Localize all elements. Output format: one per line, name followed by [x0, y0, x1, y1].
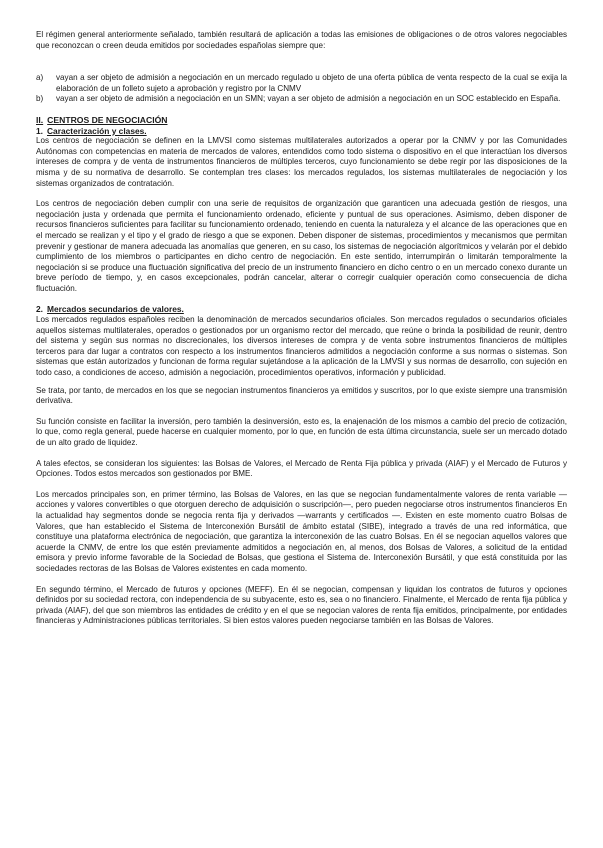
- list-marker: a): [36, 73, 44, 83]
- paragraph: Los mercados regulados españoles reciben la denominación de mercados secundarios oficiales. Son mercados regulados o secundarios oficiales aquellos sistemas multilaterales, operados o gestionados por un organismo rector del mercado, que reúne o brinda la posibilidad de reunir, dentro del sistema y según sus normas no discrecionales, los diversos intereses de compra y de venta sobre instrumentos financieros de múltiples terceros para dar lugar a contratos con respecto a los instrumentos financieros admitidos a negociación conforme a sus normas o sistemas. Son sistemas que están autorizados y funcionan de forma regular sujetándose a la aplicación de la LMVSI y sus normas de desarrollo, con sujeción en todo caso, a condiciones de acceso, admisión a negociación, procedimientos operativos, información y publicidad.: [36, 315, 567, 378]
- subsection-heading-2: [36, 304, 567, 315]
- paragraph: Se trata, por tanto, de mercados en los que se negocian instrumentos financieros ya emitidos y suscritos, por lo que existe siempre una transmisión derivativa.: [36, 385, 567, 406]
- subsection-number: 2.: [36, 304, 43, 315]
- paragraph: A tales efectos, se consideran los siguientes: las Bolsas de Valores, el Mercado de Renta Fija pública y privada (AIAF) y el Mercado de Futuros y Opciones. Todos estos mercados son gestionados por BME.: [36, 458, 567, 479]
- subsection-title: Caracterización y clases.: [47, 125, 147, 136]
- list-item-text: vayan a ser objeto de admisión a negociación en un mercado regulado u objeto de una oferta pública de venta respecto de la cual se exija la elaboración de un folleto sujeto a aprobación y registro por la CNMV: [56, 73, 567, 93]
- section-number: II.: [36, 114, 44, 125]
- paragraph: Los centros de negociación se definen en la LMVSI como sistemas multilaterales autorizados a operar por la CNMV y por las Comunidades Autónomas con competencias en materia de mercados de valores, entendidos como todo sistema o dispositivo en el que interactúan los diversos intereses de compra y de venta de instrumentos financieros de múltiples terceros, cuyo funcionamiento se debe regir por las disposiciones de la misma y de su normativa de desarrollo. Se contemplan tres clases: los mercados regulados, los sistemas multilaterales de negociación y los sistemas organizados de contratación.: [36, 136, 567, 188]
- paragraph: En segundo término, el Mercado de futuros y opciones (MEFF). En él se negocian, compensan y liquidan los contratos de futuros y opciones definidos por su sociedad rectora, con independencia de su subyacente, esto es, sea o no financiero. Finalmente, el Mercado de renta fija pública y privada (AIAF), del que son miembros las entidades de crédito y en el que se negocian valores de renta fija emitidos, principalmente, por entidades financieras y Administraciones públicas territoriales. Si bien estos valores pueden negociarse también en las Bolsas de Valores.: [36, 584, 567, 626]
- subsection-title: Mercados secundarios de valores.: [47, 304, 184, 315]
- section-heading: [36, 115, 567, 126]
- list-marker: b): [36, 94, 44, 104]
- paragraph: Su función consiste en facilitar la inversión, pero también la desinversión, esto es, la enajenación de los mismos a cambio del precio de cotización, lo que, como regla general, puede hacerse en cualquier momento, por lo que, en función de esta última circunstancia, suele ser un mercado dotado de un alto grado de liquidez.: [36, 416, 567, 447]
- subsection-heading-1: [36, 126, 567, 137]
- paragraph: Los mercados principales son, en primer término, las Bolsas de Valores, en las que se negocian fundamentalmente valores de renta variable —acciones y valores convertibles o que otorguen derecho de adquisición o suscripción—, pero pueden negociarse otros instrumentos financieros En la actualidad hay segmentos donde se negocia renta fija y derivados —warrants y certificados —. Existen en este momento cuatro Bolsas de Valores, que han establecido el Sistema de Interconexión Bursátil de ámbito estatal (SIBE), integrado a través de una red informática, que constituye una plataforma electrónica de negociación, que garantiza la interconexión de las cuatro Bolsas. En él se negocian aquellos valores que acuerde la CNMV, de entre los que estén previamente admitidos a negociación en, al menos, dos Bolsas de Valores, a solicitud de la entidad emisora y previo informe favorable de la Sociedad de Bolsas, que gestiona el Sistema de. Interconexión Bursátil, y que está constituida por las sociedades rectoras de las Bolsas de Valores existentes en cada momento.: [36, 489, 567, 573]
- list-item-text: vayan a ser objeto de admisión a negociación en un SMN; vayan a ser objeto de admisión a negociación en un SOC establecido en España.: [56, 94, 561, 104]
- list-item: [36, 94, 567, 105]
- intro-paragraph: El régimen general anteriormente señalado, también resultará de aplicación a todas las emisiones de obligaciones o de otros valores negociables que reconozcan o creen deuda emitidos por sociedades españolas siempre que:: [36, 30, 567, 50]
- section-title: CENTROS DE NEGOCIACIÓN: [47, 114, 168, 125]
- list-item: [36, 73, 567, 94]
- conditions-list: [36, 73, 567, 105]
- subsection-number: 1.: [36, 125, 43, 136]
- paragraph: Los centros de negociación deben cumplir con una serie de requisitos de organización que garanticen una adecuada gestión de riesgos, una negociación justa y ordenada que permita el funcionamiento ordenado, eficiente y puntual de sus operaciones. Asimismo, deben disponer de recursos financieros suficientes para facilitar su funcionamiento ordenado, teniendo en cuenta la naturaleza y el alcance de las operaciones que en el mercado se realizan y el tipo y el grado de riesgo a que se exponen. Deben disponer de sistemas, procedimientos y mecanismos que permitan prevenir y gestionar de manera adecuada las anomalías que generen, en su caso, los sistemas de negociación algorítmicos y velarán por el debido cumplimiento de los miembros o participantes en dicho centro de negociación. En este sentido, interrumpirán o limitarán temporalmente la negociación si se produce una fluctuación significativa del precio de un instrumento financiero en dicho centro o en un mercado conexo durante un breve período de tiempo, y, en casos excepcionales, podrán cancelar, alterar o corregir cualquier operación como consecuencia de dicha fluctuación.: [36, 199, 567, 293]
